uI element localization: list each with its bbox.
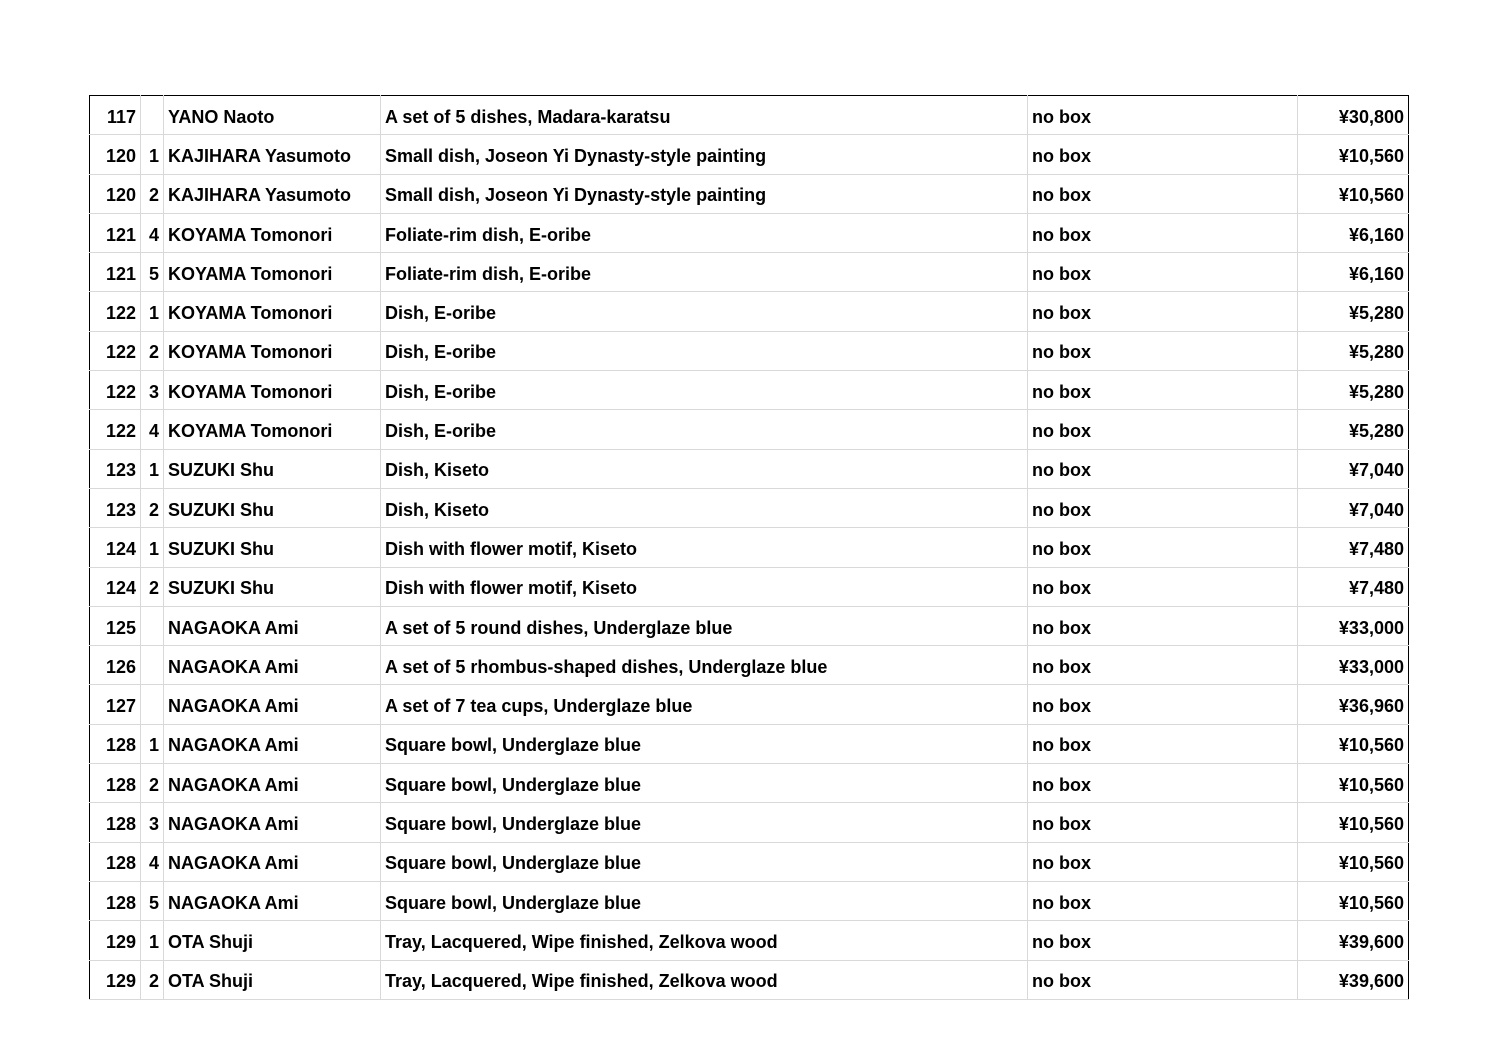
table-row <box>90 331 1409 370</box>
sub-number: 2 <box>141 488 164 527</box>
artist-name: NAGAOKA Ami <box>164 842 381 881</box>
item-title: Dish, E-oribe <box>381 410 1028 449</box>
artist-name: NAGAOKA Ami <box>164 724 381 763</box>
price: ¥7,040 <box>1298 488 1409 527</box>
price: ¥39,600 <box>1298 960 1409 999</box>
item-title: Small dish, Joseon Yi Dynasty-style painting <box>381 174 1028 213</box>
item-title: Dish, Kiseto <box>381 488 1028 527</box>
box-status: no box <box>1028 685 1298 724</box>
sub-number: 4 <box>141 410 164 449</box>
table-row <box>90 371 1409 410</box>
item-title: Foliate-rim dish, E-oribe <box>381 253 1028 292</box>
table-row <box>90 488 1409 527</box>
sub-number: 2 <box>141 960 164 999</box>
price: ¥10,560 <box>1298 724 1409 763</box>
price: ¥5,280 <box>1298 410 1409 449</box>
table-row <box>90 803 1409 842</box>
sub-number: 1 <box>141 921 164 960</box>
table-row <box>90 292 1409 331</box>
table-row <box>90 567 1409 606</box>
artist-name: NAGAOKA Ami <box>164 764 381 803</box>
price: ¥10,560 <box>1298 174 1409 213</box>
table-row <box>90 881 1409 920</box>
artist-name: NAGAOKA Ami <box>164 646 381 685</box>
lot-number: 123 <box>90 488 141 527</box>
table-row <box>90 449 1409 488</box>
sub-number: 1 <box>141 135 164 174</box>
item-title: Square bowl, Underglaze blue <box>381 803 1028 842</box>
item-title: Tray, Lacquered, Wipe finished, Zelkova wood <box>381 921 1028 960</box>
box-status: no box <box>1028 410 1298 449</box>
price: ¥39,600 <box>1298 921 1409 960</box>
artist-name: YANO Naoto <box>164 96 381 135</box>
catalog-sheet <box>89 95 1408 1000</box>
sub-number: 4 <box>141 213 164 252</box>
sub-number: 1 <box>141 449 164 488</box>
lot-number: 128 <box>90 881 141 920</box>
item-title: A set of 7 tea cups, Underglaze blue <box>381 685 1028 724</box>
item-title: A set of 5 round dishes, Underglaze blue <box>381 606 1028 645</box>
table-row <box>90 135 1409 174</box>
sub-number: 2 <box>141 174 164 213</box>
artist-name: NAGAOKA Ami <box>164 881 381 920</box>
catalog-table <box>89 95 1409 1000</box>
sub-number: 1 <box>141 292 164 331</box>
price: ¥5,280 <box>1298 371 1409 410</box>
box-status: no box <box>1028 646 1298 685</box>
table-row <box>90 960 1409 999</box>
box-status: no box <box>1028 488 1298 527</box>
item-title: A set of 5 rhombus-shaped dishes, Underglaze blue <box>381 646 1028 685</box>
lot-number: 120 <box>90 174 141 213</box>
artist-name: NAGAOKA Ami <box>164 685 381 724</box>
lot-number: 120 <box>90 135 141 174</box>
price: ¥30,800 <box>1298 96 1409 135</box>
table-row <box>90 410 1409 449</box>
sub-number <box>141 646 164 685</box>
table-row <box>90 842 1409 881</box>
item-title: Square bowl, Underglaze blue <box>381 881 1028 920</box>
artist-name: SUZUKI Shu <box>164 567 381 606</box>
sub-number: 2 <box>141 764 164 803</box>
lot-number: 121 <box>90 253 141 292</box>
box-status: no box <box>1028 253 1298 292</box>
item-title: A set of 5 dishes, Madara-karatsu <box>381 96 1028 135</box>
artist-name: OTA Shuji <box>164 960 381 999</box>
artist-name: SUZUKI Shu <box>164 449 381 488</box>
sub-number: 1 <box>141 528 164 567</box>
box-status: no box <box>1028 803 1298 842</box>
box-status: no box <box>1028 213 1298 252</box>
table-row <box>90 646 1409 685</box>
lot-number: 125 <box>90 606 141 645</box>
price: ¥10,560 <box>1298 135 1409 174</box>
lot-number: 128 <box>90 724 141 763</box>
sub-number: 5 <box>141 881 164 920</box>
table-row <box>90 764 1409 803</box>
lot-number: 129 <box>90 960 141 999</box>
lot-number: 126 <box>90 646 141 685</box>
box-status: no box <box>1028 764 1298 803</box>
box-status: no box <box>1028 528 1298 567</box>
box-status: no box <box>1028 449 1298 488</box>
price: ¥33,000 <box>1298 606 1409 645</box>
price: ¥10,560 <box>1298 842 1409 881</box>
artist-name: KOYAMA Tomonori <box>164 410 381 449</box>
item-title: Dish with flower motif, Kiseto <box>381 528 1028 567</box>
box-status: no box <box>1028 371 1298 410</box>
box-status: no box <box>1028 567 1298 606</box>
artist-name: KOYAMA Tomonori <box>164 213 381 252</box>
sub-number <box>141 685 164 724</box>
price: ¥6,160 <box>1298 253 1409 292</box>
sub-number: 2 <box>141 567 164 606</box>
price: ¥7,480 <box>1298 528 1409 567</box>
lot-number: 124 <box>90 567 141 606</box>
box-status: no box <box>1028 292 1298 331</box>
item-title: Dish with flower motif, Kiseto <box>381 567 1028 606</box>
item-title: Square bowl, Underglaze blue <box>381 842 1028 881</box>
lot-number: 128 <box>90 764 141 803</box>
box-status: no box <box>1028 881 1298 920</box>
artist-name: NAGAOKA Ami <box>164 606 381 645</box>
sub-number: 5 <box>141 253 164 292</box>
catalog-rows <box>90 96 1409 1000</box>
lot-number: 127 <box>90 685 141 724</box>
table-row <box>90 724 1409 763</box>
artist-name: KOYAMA Tomonori <box>164 253 381 292</box>
table-row <box>90 606 1409 645</box>
sub-number: 4 <box>141 842 164 881</box>
sub-number: 2 <box>141 331 164 370</box>
box-status: no box <box>1028 921 1298 960</box>
price: ¥7,040 <box>1298 449 1409 488</box>
sub-number: 3 <box>141 371 164 410</box>
sub-number: 3 <box>141 803 164 842</box>
table-row <box>90 528 1409 567</box>
table-row <box>90 174 1409 213</box>
artist-name: KAJIHARA Yasumoto <box>164 174 381 213</box>
box-status: no box <box>1028 842 1298 881</box>
item-title: Foliate-rim dish, E-oribe <box>381 213 1028 252</box>
lot-number: 117 <box>90 96 141 135</box>
item-title: Dish, E-oribe <box>381 371 1028 410</box>
item-title: Square bowl, Underglaze blue <box>381 764 1028 803</box>
item-title: Tray, Lacquered, Wipe finished, Zelkova wood <box>381 960 1028 999</box>
box-status: no box <box>1028 174 1298 213</box>
artist-name: KOYAMA Tomonori <box>164 371 381 410</box>
price: ¥10,560 <box>1298 764 1409 803</box>
box-status: no box <box>1028 960 1298 999</box>
lot-number: 122 <box>90 292 141 331</box>
price: ¥5,280 <box>1298 292 1409 331</box>
table-row <box>90 213 1409 252</box>
lot-number: 129 <box>90 921 141 960</box>
artist-name: NAGAOKA Ami <box>164 803 381 842</box>
box-status: no box <box>1028 331 1298 370</box>
price: ¥5,280 <box>1298 331 1409 370</box>
item-title: Small dish, Joseon Yi Dynasty-style painting <box>381 135 1028 174</box>
lot-number: 123 <box>90 449 141 488</box>
box-status: no box <box>1028 96 1298 135</box>
item-title: Dish, E-oribe <box>381 331 1028 370</box>
price: ¥6,160 <box>1298 213 1409 252</box>
price: ¥10,560 <box>1298 803 1409 842</box>
item-title: Dish, E-oribe <box>381 292 1028 331</box>
table-row <box>90 253 1409 292</box>
table-row <box>90 921 1409 960</box>
item-title: Dish, Kiseto <box>381 449 1028 488</box>
lot-number: 121 <box>90 213 141 252</box>
lot-number: 128 <box>90 803 141 842</box>
sub-number <box>141 96 164 135</box>
box-status: no box <box>1028 724 1298 763</box>
item-title: Square bowl, Underglaze blue <box>381 724 1028 763</box>
lot-number: 122 <box>90 371 141 410</box>
table-row <box>90 685 1409 724</box>
price: ¥10,560 <box>1298 881 1409 920</box>
box-status: no box <box>1028 606 1298 645</box>
lot-number: 124 <box>90 528 141 567</box>
price: ¥7,480 <box>1298 567 1409 606</box>
price: ¥36,960 <box>1298 685 1409 724</box>
artist-name: KOYAMA Tomonori <box>164 292 381 331</box>
sub-number <box>141 606 164 645</box>
artist-name: SUZUKI Shu <box>164 488 381 527</box>
table-row <box>90 96 1409 135</box>
artist-name: SUZUKI Shu <box>164 528 381 567</box>
box-status: no box <box>1028 135 1298 174</box>
lot-number: 122 <box>90 331 141 370</box>
sub-number: 1 <box>141 724 164 763</box>
price: ¥33,000 <box>1298 646 1409 685</box>
artist-name: OTA Shuji <box>164 921 381 960</box>
lot-number: 128 <box>90 842 141 881</box>
lot-number: 122 <box>90 410 141 449</box>
artist-name: KAJIHARA Yasumoto <box>164 135 381 174</box>
artist-name: KOYAMA Tomonori <box>164 331 381 370</box>
